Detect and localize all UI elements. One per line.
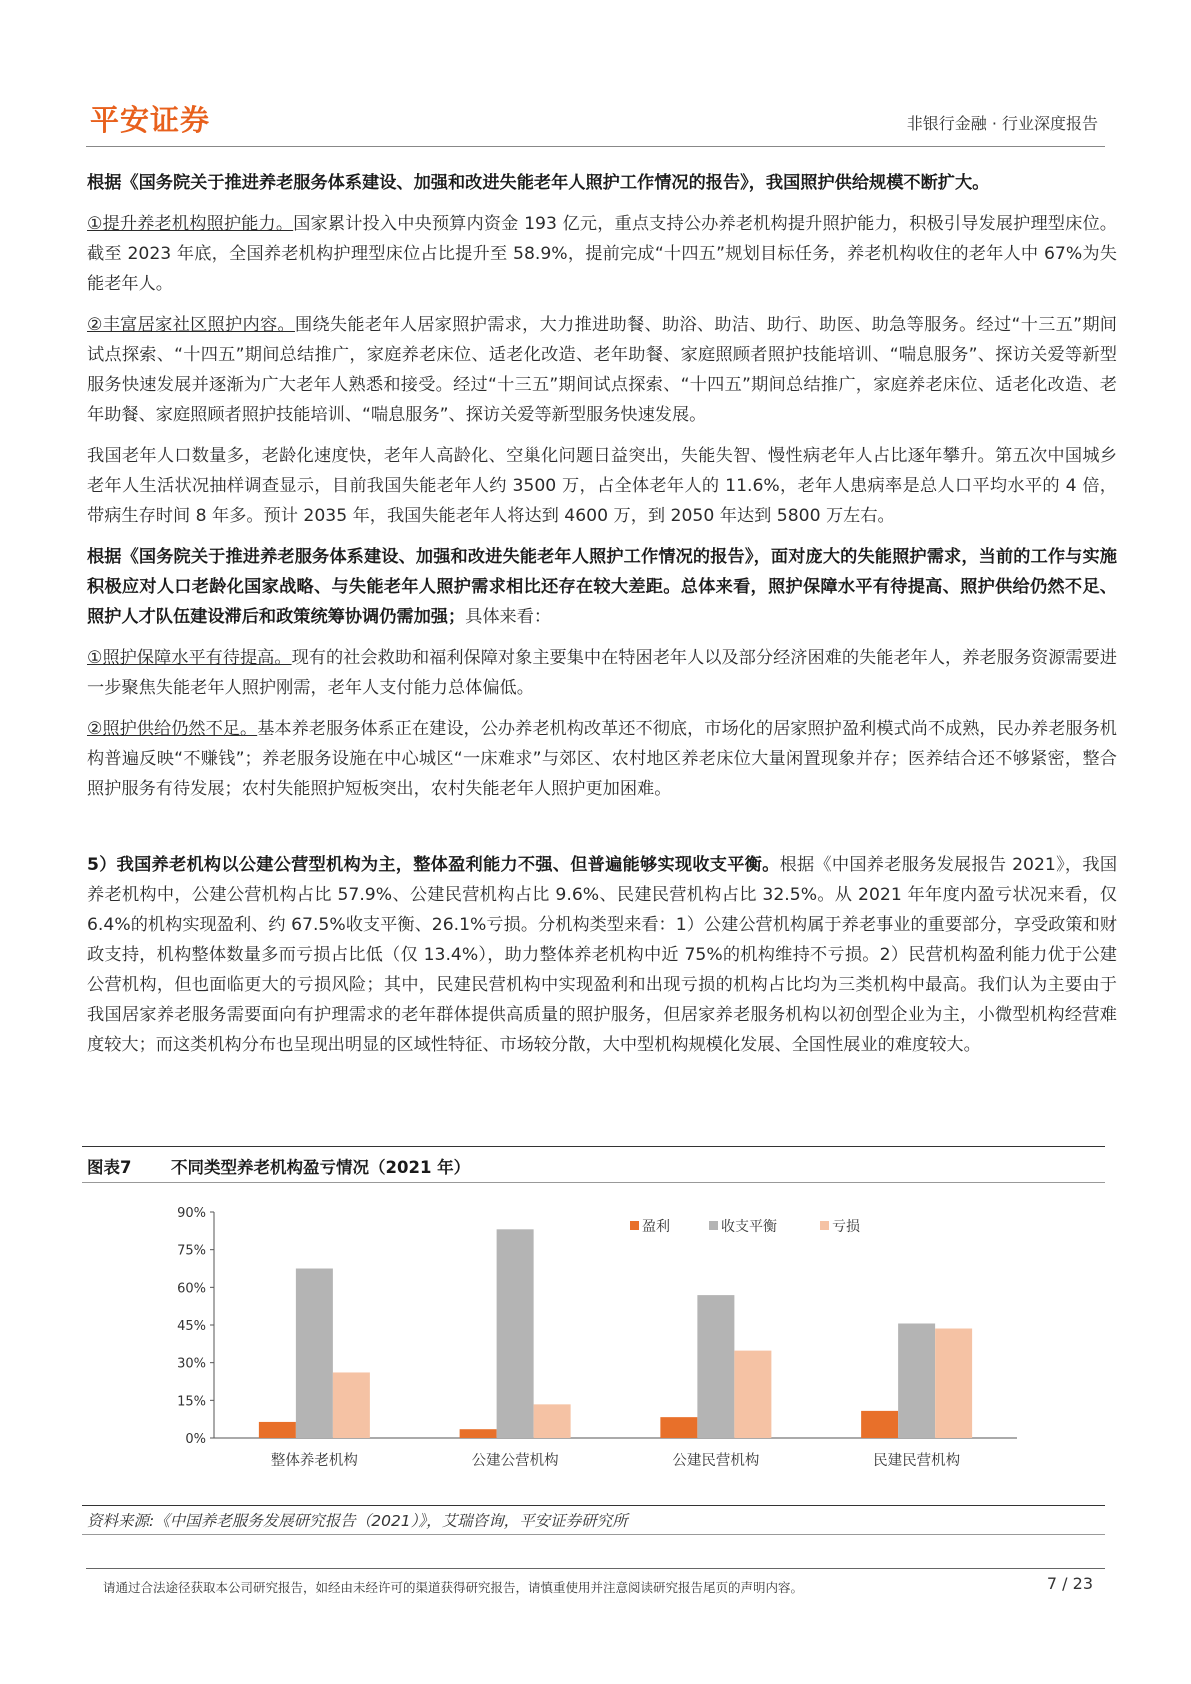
bar-1-1 <box>259 1422 296 1438</box>
paragraph-gap-summary <box>87 542 1117 632</box>
figure-title <box>87 1154 470 1178</box>
legend-swatch <box>630 1221 639 1230</box>
summary-tail: 具体来看： <box>465 607 552 627</box>
bar-3-3 <box>734 1351 771 1438</box>
x-category-label: 公建公营机构 <box>471 1453 559 1469</box>
company-logo: 平安证券 <box>90 103 211 137</box>
paragraph-elderly-population: 我国老年人口数量多，老龄化速度快，老年人高龄化、空巢化问题日益突出，失能失智、慢性病老年人占比逐年攀升。第五次中国城乡老年人生活状况抽样调查显示，目前我国失能老年人约 3500 万，占全体老年人的 11.6%，老年人患病率是总人口平均水平的 4 倍，带病生存时间 8 年多。预计 2035 年，我国失能老年人将达到 4600 万，到 2050 年达到 5800 万左右。 <box>87 446 1117 526</box>
paragraph-security-level <box>87 643 1117 703</box>
y-tick-label: 0% <box>185 1432 206 1447</box>
figure-top-rule <box>82 1146 1105 1147</box>
point-heading: ②照护供给仍然不足。 <box>87 719 258 739</box>
legend-label: 亏损 <box>832 1219 860 1235</box>
source-bottom-rule <box>82 1534 1105 1535</box>
point-heading: ①照护保障水平有待提高。 <box>87 648 292 668</box>
profit-loss-chart <box>82 1190 1082 1500</box>
section-heading: 5）我国养老机构以公建公营型机构为主，整体盈利能力不强、但普遍能够实现收支平衡。 <box>87 855 780 875</box>
y-tick-label: 45% <box>177 1319 206 1334</box>
point-body: 围绕失能老年人居家照护需求，大力推进助餐、助浴、助洁、助行、助医、助急等服务。经过“十三五”期间试点探索、“十四五”期间总结推广，家庭养老床位、适老化改造、老年助餐、家庭照顾者照护技能培训、“喘息服务”、探访关爱等新型服务快速发展并逐渐为广大老年人熟悉和接受。经过“十三五”期间试点探索、“十四五”期间总结推广，家庭养老床位、适老化改造、老年助餐、家庭照顾者照护技能培训、“喘息服务”、探访关爱等新型服务快速发展。 <box>87 315 1117 425</box>
footer-disclaimer: 请通过合法途径获取本公司研究报告，如经由未经许可的渠道获得研究报告，请慎重使用并注意阅读研究报告尾页的声明内容。 <box>103 1580 804 1595</box>
y-tick-label: 60% <box>177 1281 206 1297</box>
point-body: 基本养老服务体系正在建设，公办养老机构改革还不彻底，市场化的居家照护盈利模式尚不成熟，民办养老服务机构普遍反映“不赚钱”；养老服务设施在中心城区“一床难求”与郊区、农村地区养老床位大量闲置现象并存；医养结合还不够紧密，整合照护服务有待发展；农村失能照护短板突出，农村失能老年人照护更加困难。 <box>87 719 1117 799</box>
x-category-label: 公建民营机构 <box>672 1453 760 1469</box>
figure-source: 资料来源:《中国养老服务发展研究报告（2021）》，艾瑞咨询，平安证券研究所 <box>87 1512 628 1530</box>
footer-divider <box>86 1568 1105 1569</box>
legend-swatch <box>709 1221 718 1230</box>
paragraph-supply-shortage <box>87 714 1117 804</box>
y-tick-label: 75% <box>177 1243 206 1259</box>
y-tick-label: 90% <box>177 1206 206 1221</box>
x-category-label: 整体养老机构 <box>270 1453 358 1469</box>
bar-1-2 <box>460 1429 497 1438</box>
bar-1-4 <box>861 1411 898 1438</box>
report-body <box>87 168 1117 1071</box>
bar-2-3 <box>697 1295 734 1438</box>
point-body: 国家累计投入中央预算内资金 193 亿元，重点支持公办养老机构提升照护能力，积极引导发展护理型床位。截至 2023 年底，全国养老机构护理型床位占比提升至 58.9%，提前完成“十四五”规划目标任务，养老机构收住的老年人中 67%为失能老年人。 <box>87 214 1117 294</box>
bar-2-4 <box>898 1323 935 1438</box>
point-heading: ①提升养老机构照护能力。 <box>87 214 294 234</box>
figure-title-rule <box>82 1182 1105 1183</box>
x-category-label: 民建民营机构 <box>873 1453 961 1469</box>
point-body: 现有的社会救助和福利保障对象主要集中在特困老年人以及部分经济困难的失能老年人，养老服务资源需要进一步聚焦失能老年人照护刚需，老年人支付能力总体偏低。 <box>87 648 1117 698</box>
figure-caption: 不同类型养老机构盈亏情况（2021 年） <box>171 1158 471 1177</box>
bar-3-4 <box>935 1329 972 1438</box>
y-tick-label: 30% <box>177 1356 206 1372</box>
bar-1-3 <box>660 1417 697 1438</box>
bar-2-2 <box>497 1229 534 1438</box>
paragraph-supply-intro: 根据《国务院关于推进养老服务体系建设、加强和改进失能老年人照护工作情况的报告》，我国照护供给规模不断扩大。 <box>87 173 990 193</box>
figure-label: 图表7 <box>87 1158 132 1177</box>
bar-3-2 <box>534 1404 571 1438</box>
source-top-rule <box>82 1505 1105 1506</box>
y-tick-label: 15% <box>177 1394 206 1410</box>
page-number: 7 / 23 <box>1046 1574 1093 1593</box>
bar-2-1 <box>296 1269 333 1439</box>
bold-summary: 根据《国务院关于推进养老服务体系建设、加强和改进失能老年人照护工作情况的报告》，面对庞大的失能照护需求，当前的工作与实施积极应对人口老龄化国家战略、与失能老年人照护需求相比还存在较大差距。总体来看，照护保障水平有待提高、照护供给仍然不足、照护人才队伍建设滞后和政策统筹协调仍需加强； <box>87 547 1117 627</box>
paragraph-profitability <box>87 850 1117 1060</box>
paragraph-institution-capacity <box>87 209 1117 299</box>
bar-3-1 <box>333 1372 370 1438</box>
section-body: 根据《中国养老服务发展报告 2021》，我国养老机构中，公建公营机构占比 57.9%、公建民营机构占比 9.6%、民建民营机构占比 32.5%。从 2021 年年度内盈亏状况来看，仅 6.4%的机构实现盈利、约 67.5%收支平衡、26.1%亏损。分机构类型来看：1）公建公营机构属于养老事业的重要部分，享受政策和财政支持，机构整体数量多而亏损占比低（仅 13.4%），助力整体养老机构中近 75%的机构维持不亏损。2）民营机构盈利能力优于公建公营机构，但也面临更大的亏损风险；其中，民建民营机构中实现盈利和出现亏损的机构占比均为三类机构中最高。我们认为主要由于我国居家养老服务需要面向有护理需求的老年群体提供高质量的照护服务，但居家养老服务机构以初创型企业为主，小微型机构经营难度较大；而这类机构分布也呈现出明显的区域性特征、市场较分散，大中型机构规模化发展、全国性展业的难度较大。 <box>87 855 1118 1055</box>
header-divider <box>86 146 1105 147</box>
legend-swatch <box>820 1221 829 1230</box>
legend-label: 收支平衡 <box>721 1219 777 1235</box>
point-heading: ②丰富居家社区照护内容。 <box>87 315 295 335</box>
report-type: 非银行金融 · 行业深度报告 <box>906 114 1098 133</box>
legend-label: 盈利 <box>642 1219 670 1235</box>
paragraph-home-care <box>87 310 1117 430</box>
